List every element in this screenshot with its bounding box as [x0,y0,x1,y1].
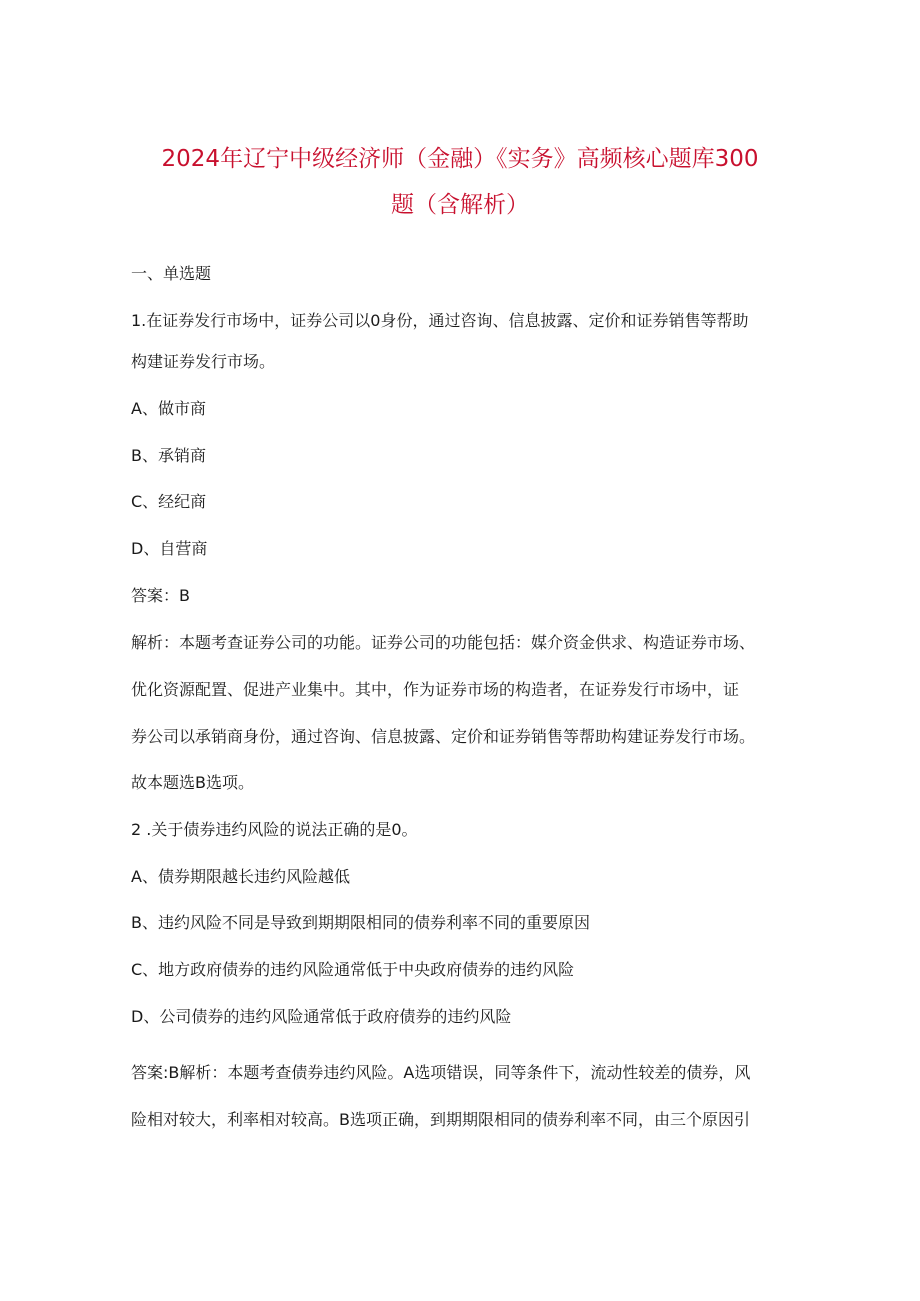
q2-option-b: B、违约风险不同是导致到期期限相同的债券利率不同的重要原因 [131,913,590,932]
title-line-1: 2024年辽宁中级经济师（金融）《实务》高频核心题库300 [161,146,759,173]
title-line-2: 题（含解析） [391,192,529,219]
document-title [120,136,800,228]
q2-answer-line-2: 险相对较大，利率相对较高。B选项正确，到期期限相同的债券利率不同，由三个原因引 [131,1110,750,1129]
q2-stem: 2 .关于债券违约风险的说法正确的是0。 [131,820,418,839]
q1-option-b: B、承销商 [131,446,206,465]
q2-option-c: C、地方政府债券的违约风险通常低于中央政府债券的违约风险 [131,960,575,979]
q2-option-d: D、公司债券的违约风险通常低于政府债券的违约风险 [131,1007,512,1026]
q1-stem-line-2: 构建证券发行市场。 [131,352,276,371]
section-heading: 一、单选题 [131,264,212,283]
q2-option-a: A、债券期限越长违约风险越低 [131,867,350,886]
q2-answer-line-1: 答案:B解析：本题考查债券违约风险。A选项错误，同等条件下，流动性较差的债券，风 [131,1063,751,1082]
q1-analysis-line-3: 券公司以承销商身份，通过咨询、信息披露、定价和证券销售等帮助构建证券发行市场。 [131,727,756,746]
q1-answer: 答案：B [131,586,190,605]
q1-option-a: A、做市商 [131,399,206,418]
q1-option-d: D、自营商 [131,539,208,558]
q1-stem-line-1: 1.在证券发行市场中，证券公司以0身份，通过咨询、信息披露、定价和证券销售等帮助 [131,311,749,330]
q1-option-c: C、经纪商 [131,492,207,511]
q1-analysis-line-1: 解析：本题考查证券公司的功能。证券公司的功能包括：媒介资金供求、构造证券市场、 [131,633,756,652]
q1-analysis-line-4: 故本题选B选项。 [131,773,254,792]
q1-analysis-line-2: 优化资源配置、促进产业集中。其中，作为证券市场的构造者，在证券发行市场中，证 [131,680,740,699]
